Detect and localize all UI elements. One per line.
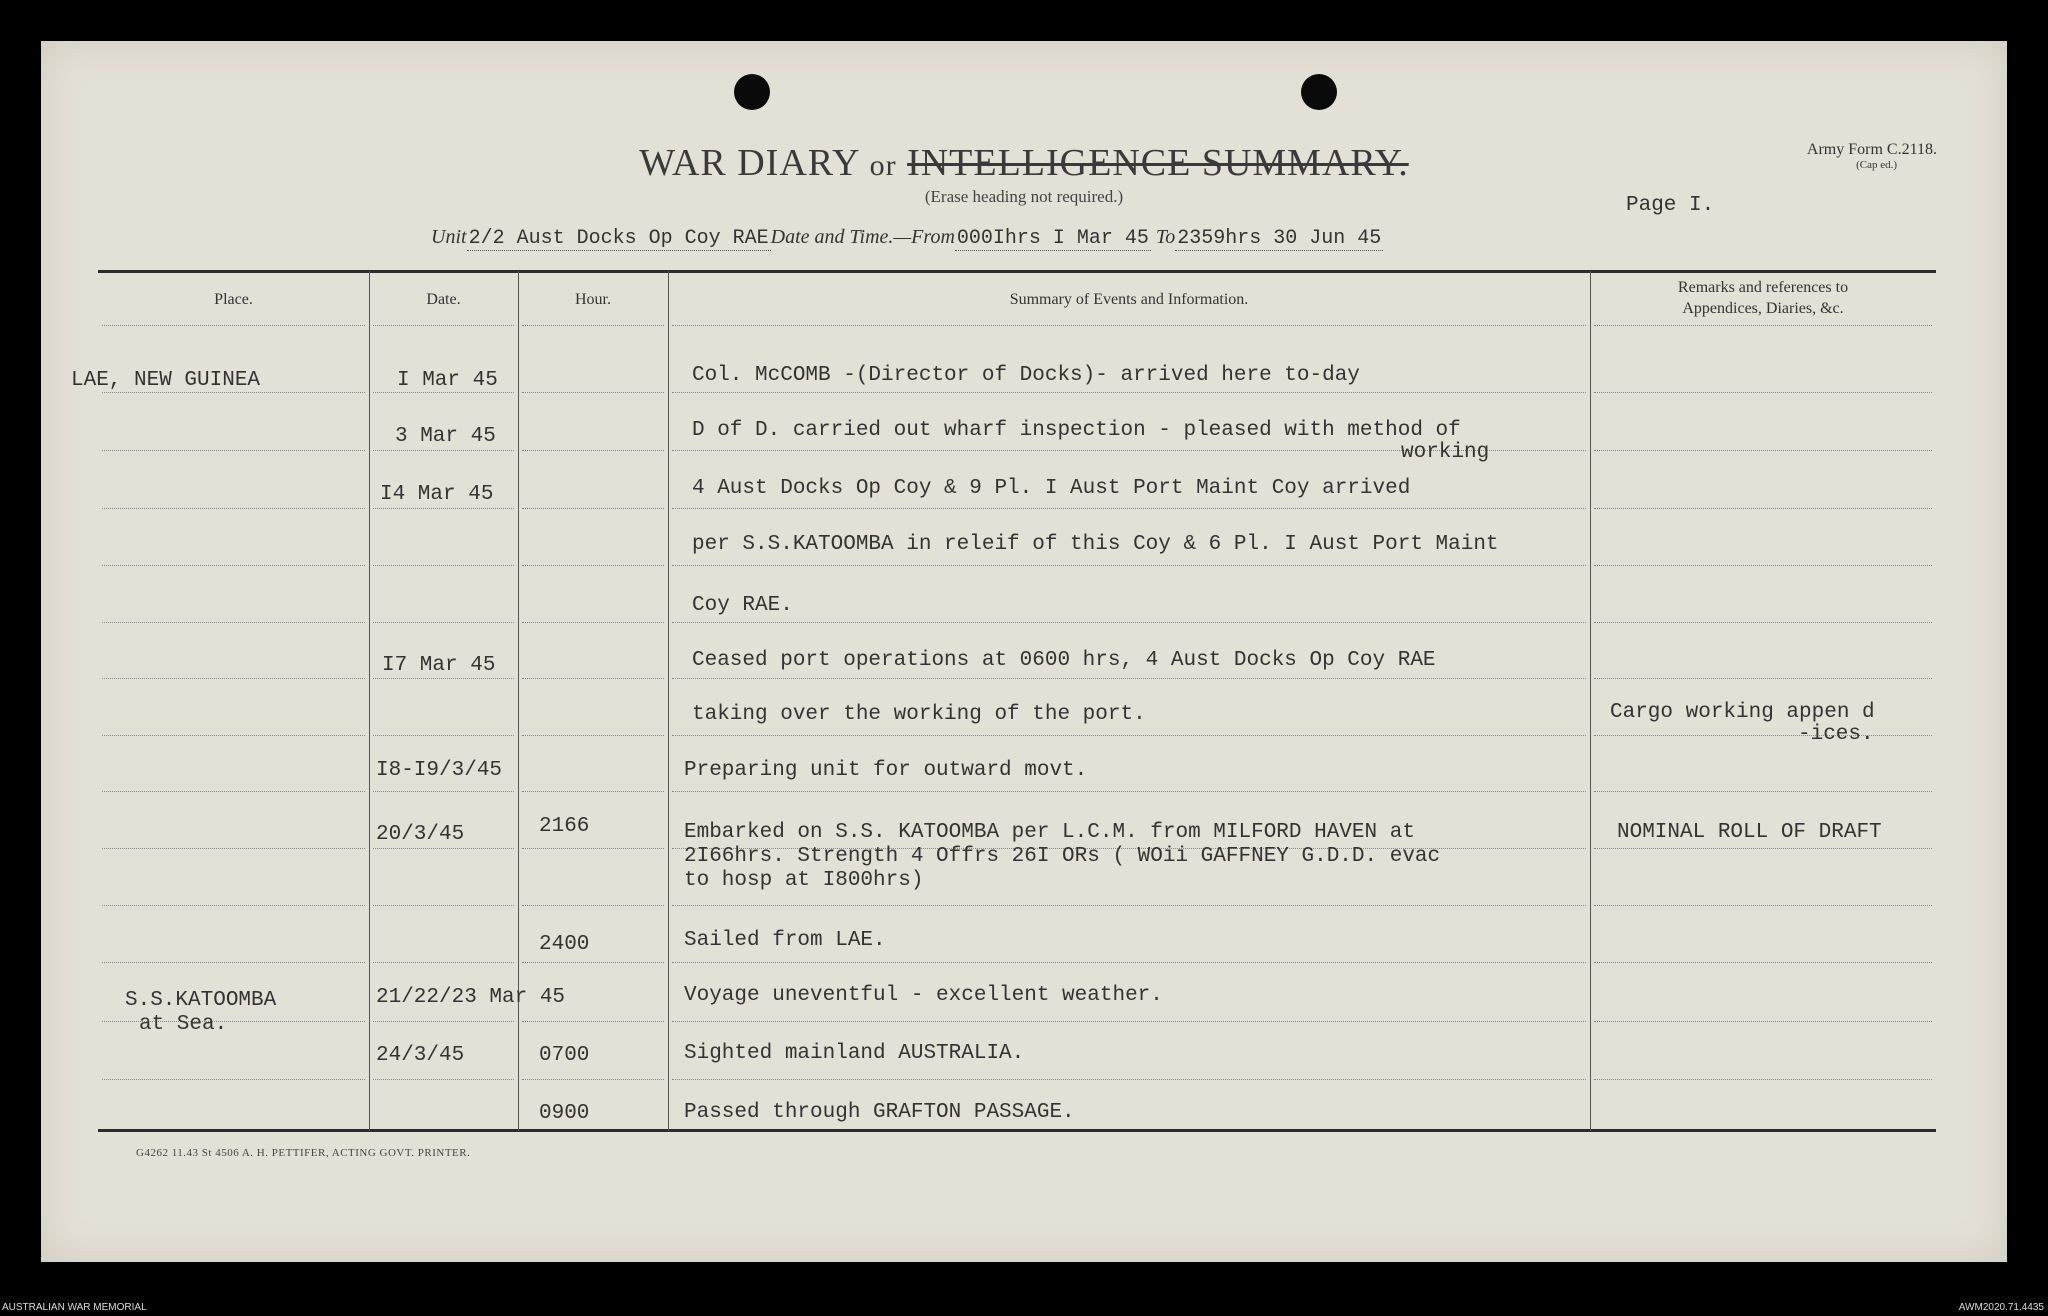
table-bottom-rule	[98, 1129, 1936, 1132]
ruled-line	[672, 791, 1586, 792]
ruled-line	[373, 962, 514, 963]
ruled-line	[522, 325, 664, 326]
summary-entry: Passed through GRAFTON PASSAGE.	[684, 1101, 1075, 1124]
ruled-line	[522, 678, 664, 679]
army-form-label	[1807, 141, 1937, 171]
date-entry: I Mar 45	[397, 369, 498, 392]
column-header-summary: Summary of Events and Information.	[1009, 291, 1249, 308]
ruled-line	[1594, 905, 1932, 906]
erase-note: (Erase heading not required.)	[924, 187, 1124, 206]
ruled-line	[102, 791, 365, 792]
ruled-line	[102, 962, 365, 963]
ruled-line	[373, 565, 514, 566]
hour-entry: 2166	[539, 815, 590, 838]
date-entry: I8-I9/3/45	[376, 759, 503, 782]
date-label: Date and Time.—From	[770, 226, 955, 248]
ruled-line	[522, 392, 664, 393]
ruled-line	[373, 735, 514, 736]
ruled-line	[672, 1021, 1586, 1022]
ruled-line	[672, 325, 1586, 326]
hour-entry: 2400	[539, 933, 590, 956]
ruled-line	[1594, 1021, 1932, 1022]
hour-entry: 0700	[539, 1044, 590, 1067]
army-form-sub: (Cap ed.)	[1856, 159, 1897, 171]
ruled-line	[672, 735, 1586, 736]
table-top-rule	[98, 270, 1936, 273]
remark-entry: NOMINAL ROLL OF DRAFT	[1617, 821, 1882, 844]
summary-entry: per S.S.KATOOMBA in releif of this Coy & 6 Pl. I Aust Port Maint	[692, 533, 1499, 556]
column-divider	[369, 271, 370, 1131]
ruled-line	[672, 1079, 1586, 1080]
from-value: 000Ihrs I Mar 45	[956, 227, 1149, 250]
summary-entry: to hosp at I800hrs)	[684, 869, 924, 892]
ruled-line	[522, 735, 664, 736]
summary-entry: Coy RAE.	[692, 594, 793, 617]
ruled-line	[672, 905, 1586, 906]
hour-entry: 0900	[539, 1102, 590, 1125]
ruled-line	[1594, 325, 1932, 326]
ruled-line	[522, 565, 664, 566]
ruled-line	[672, 392, 1586, 393]
unit-label: Unit	[431, 226, 467, 248]
ruled-line	[373, 1079, 514, 1080]
ruled-line	[1594, 848, 1932, 849]
summary-entry: Preparing unit for outward movt.	[684, 759, 1088, 782]
ruled-line	[373, 905, 514, 906]
ruled-line	[373, 848, 514, 849]
ruled-line	[672, 622, 1586, 623]
column-header-date: Date.	[426, 291, 461, 308]
ruled-line	[102, 622, 365, 623]
ruled-line	[1594, 962, 1932, 963]
ruled-line	[373, 392, 514, 393]
column-header-remarks	[1590, 277, 1936, 319]
ruled-line	[522, 791, 664, 792]
punch-hole-left	[734, 74, 770, 110]
ruled-line	[522, 1079, 664, 1080]
title-struck: INTELLIGENCE SUMMARY.	[907, 142, 1409, 184]
summary-entry: Voyage uneventful - excellent weather.	[684, 984, 1163, 1007]
column-divider	[668, 271, 669, 1131]
ruled-line	[1594, 622, 1932, 623]
remarks-header-line-2: Appendices, Diaries, &c.	[1682, 300, 1844, 317]
ruled-line	[522, 962, 664, 963]
unit-line	[431, 226, 1383, 250]
date-entry: I4 Mar 45	[380, 483, 494, 506]
ruled-line	[522, 848, 664, 849]
ruled-line	[672, 678, 1586, 679]
summary-entry: Col. McCOMB -(Director of Docks)- arrived here to-day	[692, 364, 1360, 387]
column-header-hour: Hour.	[575, 291, 611, 308]
archive-label-right: AWM2020.71.4435	[1958, 1302, 2044, 1313]
ruled-line	[1594, 565, 1932, 566]
date-entry: 3 Mar 45	[395, 425, 496, 448]
place-entry: S.S.KATOOMBA	[125, 989, 277, 1012]
ruled-line	[522, 1021, 664, 1022]
title-main: WAR DIARY	[639, 142, 860, 184]
punch-hole-right	[1301, 74, 1337, 110]
archive-label-left: AUSTRALIAN WAR MEMORIAL	[2, 1302, 147, 1313]
summary-entry: 2I66hrs. Strength 4 Offrs 26I ORs ( WOii GAFFNEY G.D.D. evac	[684, 845, 1441, 868]
summary-entry: Sighted mainland AUSTRALIA.	[684, 1042, 1025, 1065]
ruled-line	[102, 392, 365, 393]
ruled-line	[102, 1079, 365, 1080]
ruled-line	[1594, 678, 1932, 679]
ruled-line	[1594, 508, 1932, 509]
to-value: 2359hrs 30 Jun 45	[1177, 227, 1382, 250]
place-entry: at Sea.	[139, 1013, 228, 1036]
date-entry: I7 Mar 45	[382, 654, 496, 677]
ruled-line	[373, 508, 514, 509]
ruled-line	[102, 905, 365, 906]
ruled-line	[373, 325, 514, 326]
ruled-line	[373, 1021, 514, 1022]
ruled-line	[373, 450, 514, 451]
war-diary-page	[41, 41, 2007, 1262]
remark-entry: Cargo working appen d	[1610, 701, 1875, 724]
summary-entry: Ceased port operations at 0600 hrs, 4 Aust Docks Op Coy RAE	[692, 649, 1436, 672]
to-label: To	[1155, 226, 1176, 248]
remarks-header-line-1: Remarks and references to	[1677, 279, 1849, 296]
summary-entry: working	[1401, 441, 1490, 464]
unit-value: 2/2 Aust Docks Op Coy RAE	[468, 227, 769, 250]
ruled-line	[373, 678, 514, 679]
ruled-line	[102, 848, 365, 849]
date-entry: 20/3/45	[376, 823, 465, 846]
ruled-line	[522, 622, 664, 623]
ruled-line	[1594, 735, 1932, 736]
summary-entry: 4 Aust Docks Op Coy & 9 Pl. I Aust Port Maint Coy arrived	[692, 477, 1411, 500]
ruled-line	[522, 450, 664, 451]
ruled-line	[1594, 1079, 1932, 1080]
column-divider	[1590, 271, 1591, 1131]
page-title	[41, 141, 2007, 185]
column-header-place: Place.	[214, 291, 253, 308]
ruled-line	[1594, 392, 1932, 393]
title-or: or	[869, 149, 897, 182]
page-number: Page I.	[1626, 194, 1715, 217]
summary-entry: taking over the working of the port.	[692, 703, 1146, 726]
date-entry: 21/22/23 Mar 45	[376, 986, 566, 1009]
ruled-line	[672, 508, 1586, 509]
printer-imprint: G4262 11.43 St 4506 A. H. PETTIFER, ACTING GOVT. PRINTER.	[136, 1147, 471, 1159]
ruled-line	[672, 962, 1586, 963]
remark-entry: -ices.	[1798, 723, 1874, 746]
ruled-line	[102, 565, 365, 566]
place-entry: LAE, NEW GUINEA	[71, 369, 261, 392]
ruled-line	[373, 791, 514, 792]
summary-entry: D of D. carried out wharf inspection - pleased with method of	[692, 419, 1461, 442]
ruled-line	[102, 450, 365, 451]
date-entry: 24/3/45	[376, 1044, 465, 1067]
ruled-line	[102, 325, 365, 326]
ruled-line	[1594, 791, 1932, 792]
ruled-line	[102, 678, 365, 679]
summary-entry: Embarked on S.S. KATOOMBA per L.C.M. from MILFORD HAVEN at	[684, 821, 1415, 844]
ruled-line	[102, 508, 365, 509]
ruled-line	[522, 905, 664, 906]
ruled-line	[1594, 450, 1932, 451]
summary-entry: Sailed from LAE.	[684, 929, 886, 952]
ruled-line	[373, 622, 514, 623]
ruled-line	[102, 735, 365, 736]
ruled-line	[672, 565, 1586, 566]
ruled-line	[522, 508, 664, 509]
army-form-number: Army Form C.2118.	[1806, 141, 1937, 158]
